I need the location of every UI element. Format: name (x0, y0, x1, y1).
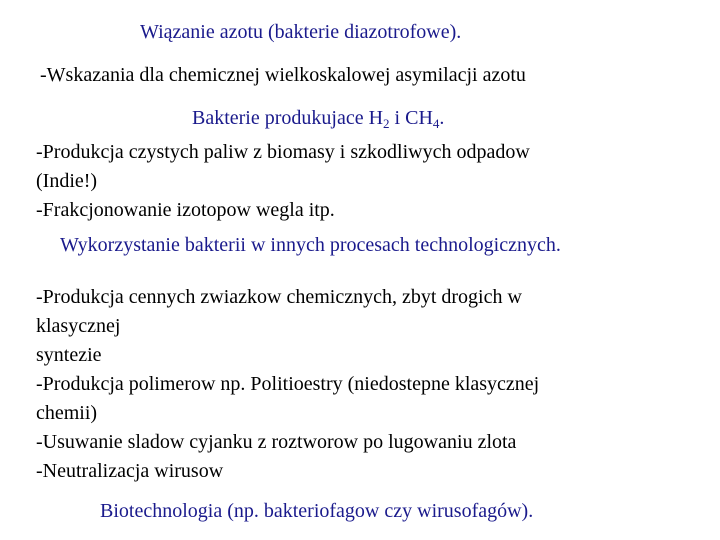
heading-nitrogen-fixation: Wiązanie azotu (bakterie diazotrofowe). (140, 21, 462, 43)
list-item: -Produkcja cennych zwiazkow chemicznych, zbyt drogich w (36, 286, 522, 308)
list-item: -Neutralizacja wirusow (36, 460, 224, 482)
heading-middle: i CH (389, 107, 433, 129)
subscript-2: 2 (383, 116, 390, 131)
list-item: klasycznej (36, 315, 121, 337)
text-nitrogen-assimilation: -Wskazania dla chemicznej wielkoskalowej asymilacji azotu (40, 64, 526, 86)
heading-suffix: . (439, 107, 445, 129)
list-item: syntezie (36, 344, 102, 366)
list-item: -Produkcja czystych paliw z biomasy i szkodliwych odpadow (36, 141, 530, 163)
list-item: -Produkcja polimerow np. Politioestry (niedostepne klasycznej (36, 373, 540, 395)
list-item: (Indie!) (36, 170, 98, 192)
fuel-production-list (36, 138, 530, 225)
applications-list (36, 283, 539, 486)
subscript-4: 4 (432, 116, 440, 131)
list-item: chemii) (36, 402, 98, 424)
list-item: -Frakcjonowanie izotopow wegla itp. (36, 199, 335, 221)
heading-hydrogen-methane-bacteria (192, 104, 444, 133)
heading-prefix: Bakterie produkujace H (192, 107, 384, 129)
list-item: -Usuwanie sladow cyjanku z roztworow po lugowaniu zlota (36, 431, 517, 453)
heading-other-technologies: Wykorzystanie bakterii w innych procesach technologicznych. (60, 234, 561, 256)
heading-biotechnology: Biotechnologia (np. bakteriofagow czy wirusofagów). (100, 500, 534, 522)
